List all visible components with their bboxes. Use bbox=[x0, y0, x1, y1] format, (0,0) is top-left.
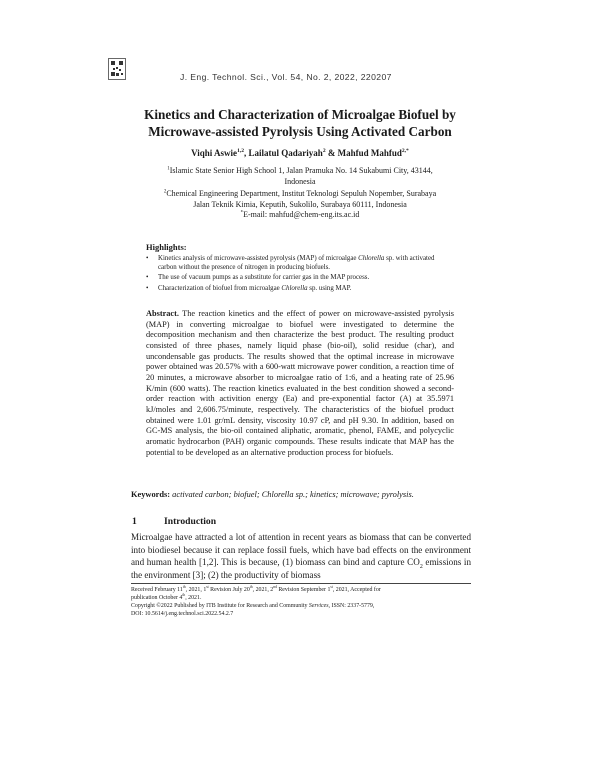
highlight-item: • Kinetics analysis of microwave-assisted pyrolysis (MAP) of microalgae Chlorella sp. with activated carbon without the presence of nitrogen in producing biofuels. bbox=[146, 255, 454, 273]
publication-date: publication October 4th, 2021. bbox=[131, 593, 202, 602]
highlights-list bbox=[146, 255, 454, 295]
received-dates: Received February 11th, 2021, 1st Revision July 20th, 2021, 2nd Revision September 1st, 2021, Accepted for bbox=[131, 585, 381, 593]
copyright: Copyright ©2022 Published by ITB Institute for Research and Community Services, ISSN: 2337-5779, bbox=[131, 603, 375, 610]
section-heading bbox=[132, 516, 216, 527]
section-title: Introduction bbox=[164, 516, 217, 527]
title-line-2: Microwave-assisted Pyrolysis Using Activated Carbon bbox=[148, 124, 452, 139]
journal-citation: J. Eng. Technol. Sci., Vol. 54, No. 2, 2022, 220207 bbox=[180, 72, 392, 82]
intro-paragraph: Microalgae have attracted a lot of attention in recent years as biomass that can be converted into biodiesel because it can replace fossil fuels, which have bad effects on the environment and human health [1,2]. This is because, (1) biomass can bind and capture $CO_2$ emissions in the environment [3]; (2) the productivity of biomass bbox=[131, 532, 471, 580]
doi: DOI: 10.5614/j.eng.technol.sci.2022.54.2.7 bbox=[131, 611, 234, 618]
author-3: Mahfud Mahfud bbox=[337, 148, 402, 158]
footnote-rule bbox=[131, 583, 471, 584]
affiliation-1: $^1$Islamic State Senior High School 1, Jalan Pramuka No. 14 Sukabumi City, 43144, Indonesia bbox=[167, 166, 433, 186]
corresponding-email: E-mail: mahfud@chem-eng.its.ac.id bbox=[243, 210, 360, 220]
section-number: 1 bbox=[132, 516, 137, 527]
author-1-affil: 1,2 bbox=[237, 148, 245, 154]
footnote bbox=[131, 586, 471, 618]
keywords-text: activated carbon; biofuel; Chlorella sp.; kinetics; microwave; pyrolysis. bbox=[170, 490, 414, 499]
abstract-text: The reaction kinetics and the effect of power on microwave-assisted pyrolysis (MAP) in converting microalgae to biofuel were investigated to determine the decomposition mechanism and then characterize the best product. The resulting product consisted of three phases, namely liquid phase (bio-oil), solid residue (char), and uncondensable gas products. The results showed that the optimal increase in microwave power obtained was 20.57% with a 600-watt microwave power condition, a reaction time of 20 minutes, a microwave absorber to microalgae ratio of 1:6, and a heating rate of 25.96 K/min (600 watts). The reaction kinetics evaluated in the best condition showed a second-order reaction with activition energy (Ea) and pre-exponential factor (A) at 35.5971 kJ/moles and 2,606.75/minute, respectively. The characteristics of the biofuel product obtained were 1.01 gr/mL density, viscosity 10.97 cP, and pH 9.30. In addition, based on GC-MS analysis, the bio-oil contained aliphatic, aromatic, phenol, FAME, and polycyclic aromatic hydrocarbon (PAH) organic compounds. These results indicate that MAP has the potential to be developed as an alternative production process for biofuels. bbox=[146, 309, 454, 457]
author-separator: , bbox=[244, 148, 249, 158]
keywords-label: Keywords: bbox=[131, 490, 171, 499]
journal-logo bbox=[108, 58, 126, 80]
highlights-heading: Highlights: bbox=[146, 242, 187, 252]
author-list bbox=[0, 148, 600, 158]
highlight-item: • Characterization of biofuel from microalgae Chlorella sp. using MAP. bbox=[146, 285, 454, 294]
author-separator: & bbox=[325, 148, 338, 158]
author-2: Lailatul Qadariyah bbox=[248, 148, 323, 158]
author-2-affil: 2 bbox=[322, 148, 326, 154]
keywords bbox=[131, 490, 471, 499]
abstract bbox=[146, 309, 454, 458]
abstract-label: Abstract. bbox=[146, 309, 179, 318]
title-line-1: Kinetics and Characterization of Microalgae Biofuel by bbox=[144, 107, 456, 122]
paper-title bbox=[0, 106, 600, 140]
highlight-item: • The use of vacuum pumps as a substitute for carrier gas in the MAP process. bbox=[146, 274, 454, 283]
author-3-affil: 2,* bbox=[401, 148, 409, 154]
author-1: Viqhi Aswie bbox=[191, 148, 238, 158]
affiliation-2: $^2$Chemical Engineering Department, Institut Teknologi Sepuluh Nopember, Surabaya Jalan Teknik Kimia, Keputih, Sukolilo, Surabaya 60111, Indonesia *E-mail: mahfud@chem-eng.its.ac.id bbox=[163, 189, 437, 220]
